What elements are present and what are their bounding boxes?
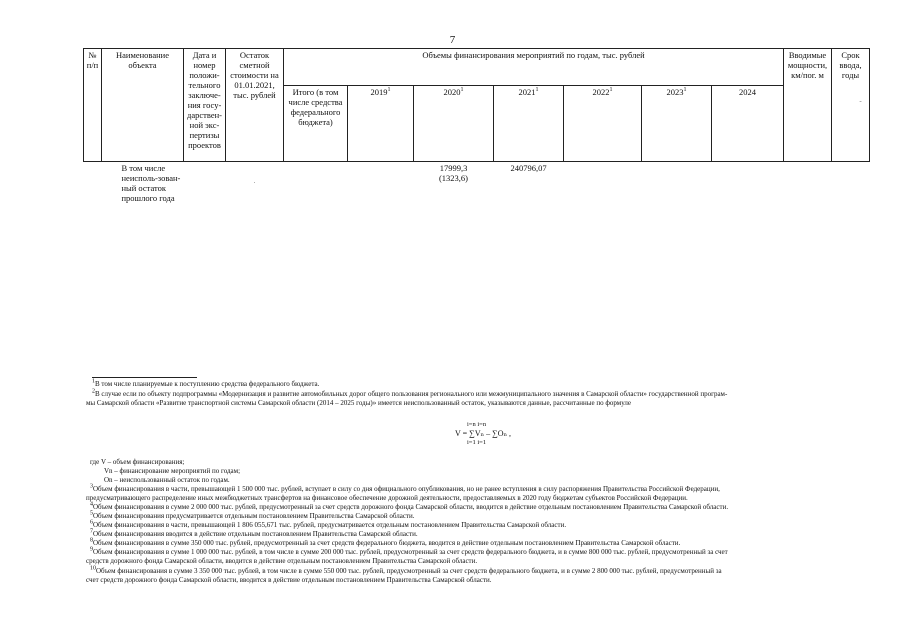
formula-body: V = ∑Vₙ – ∑Oₙ , bbox=[455, 429, 512, 438]
year-label: 2024 bbox=[739, 87, 756, 97]
footnote-mark: 5 bbox=[90, 510, 93, 517]
value-2020-federal: (1323,6) bbox=[438, 173, 469, 183]
header-year-2021 bbox=[494, 86, 564, 162]
footnote-3-cont: предусматривающего распределение иных межбюджетных трансфертов на финансовое обеспечение дорожной деятельности, предоставляемых в 2020 году бюджетам субъектов Российской Федерации. bbox=[86, 494, 688, 502]
footnote-mark: 10 bbox=[90, 565, 96, 572]
stray-mark: - bbox=[859, 97, 862, 105]
page-number: 7 bbox=[449, 34, 456, 46]
footnote-9-cont: средств дорожного фонда Самарской области, вводится в действие отдельным постановлением Правительства Самарской области. bbox=[86, 557, 478, 565]
footnote-text: Объем финансирования в сумме 1 000 000 тыс. рублей, в том числе в сумме 200 000 тыс. рублей, предусмотренный за счет средств федерального бюджета, и в сумме 800 000 тыс. рублей, предусмотренный за счет bbox=[93, 548, 728, 556]
footnote-ref: 1 bbox=[387, 87, 391, 94]
value-2021: 240796,07 bbox=[510, 163, 547, 173]
row-date bbox=[184, 162, 226, 210]
header-name: Наименование объекта bbox=[102, 49, 184, 162]
where-v: где V – объем финансирования; bbox=[90, 458, 185, 466]
header-year-2020 bbox=[414, 86, 494, 162]
value-2020: 17999,3 bbox=[439, 163, 468, 173]
row-2024 bbox=[712, 162, 784, 210]
footnote-ref: 1 bbox=[460, 87, 464, 94]
footnote-text: Объем финансирования в сумме 3 350 000 тыс. рублей, в том числе в сумме 550 000 тыс. рублей, предусмотренный за счет средств федерального бюджета, и в сумме 2 800 000 тыс. рублей, предусмотренный за bbox=[96, 567, 722, 575]
header-capacity: Вводимые мощности, км/пог. м bbox=[784, 49, 832, 162]
year-label: 2023 bbox=[666, 87, 684, 97]
row-2020 bbox=[414, 162, 494, 210]
row-num bbox=[84, 162, 102, 210]
row-total bbox=[284, 162, 348, 210]
row-capacity bbox=[784, 162, 832, 210]
footnote-separator bbox=[92, 377, 197, 378]
footnote-text: Объем финансирования в сумме 350 000 тыс. рублей, предусмотренный за счет средств федерального бюджета, вводится в действие отдельным постановлением Правительства Самарской области. bbox=[93, 539, 681, 547]
year-label: 2022 bbox=[592, 87, 610, 97]
footnote-ref: 1 bbox=[609, 87, 613, 94]
header-year-2024 bbox=[712, 86, 784, 162]
header-year-2019 bbox=[348, 86, 414, 162]
header-total: Итого (в том числе средства федерального бюджета) bbox=[284, 86, 348, 162]
header-date: Дата и номер положи-тельного заключе-ния госу-дарствен-ной экс-пертизы проектов bbox=[184, 49, 226, 162]
footnote-2 bbox=[92, 390, 727, 399]
header-funding: Объемы финансирования мероприятий по годам, тыс. рублей bbox=[284, 49, 784, 86]
header-term-text: Срок ввода, годы bbox=[839, 50, 862, 80]
footnote-6 bbox=[90, 521, 566, 530]
where-on: On – неиспользованный остаток по годам. bbox=[104, 476, 230, 484]
row-term bbox=[832, 162, 870, 210]
formula-upper-limits: i=n i=n bbox=[467, 421, 487, 428]
row-balance bbox=[226, 162, 284, 210]
header-year-2023 bbox=[642, 86, 712, 162]
header-balance: Остаток сметной стоимости на 01.01.2021, тыс. рублей bbox=[226, 49, 284, 162]
footnote-5 bbox=[90, 512, 414, 521]
year-label: 2020 bbox=[443, 87, 461, 97]
stray-mark: . bbox=[253, 177, 256, 185]
footnote-2-cont: мы Самарской области «Развитие транспортной системы Самарской области (2014 – 2025 годы)» имеется неиспользованный остаток, указываются данные, рассчитанные по формуле bbox=[86, 399, 632, 407]
footnote-mark: 2 bbox=[92, 388, 95, 395]
footnote-9 bbox=[90, 548, 728, 557]
year-label: 2021 bbox=[518, 87, 536, 97]
footnote-ref: 1 bbox=[683, 87, 687, 94]
header-term bbox=[832, 49, 870, 162]
where-vn: Vn – финансирование мероприятий по годам; bbox=[104, 467, 241, 475]
footnote-1 bbox=[92, 380, 319, 389]
row-2021 bbox=[494, 162, 564, 210]
footnote-text: Объем финансирования предусматривается отдельным постановлением Правительства Самарской области. bbox=[93, 512, 415, 520]
header-num: № п/п bbox=[84, 49, 102, 162]
footnote-4 bbox=[90, 503, 728, 512]
funding-table bbox=[83, 48, 870, 210]
footnote-8 bbox=[90, 539, 680, 548]
footnote-3 bbox=[90, 485, 720, 494]
footnote-text: В том числе планируемые к поступлению средства федерального бюджета. bbox=[95, 380, 320, 388]
row-2022 bbox=[564, 162, 642, 210]
row-2019 bbox=[348, 162, 414, 210]
row-2023 bbox=[642, 162, 712, 210]
footnote-text: Объем финансирования в части, превышающей 1 500 000 тыс. рублей, вступает в силу со дня официального опубликования, но не ранее вступления в силу распоряжения Правительства Российской Федерации, bbox=[93, 485, 720, 493]
footnote-mark: 9 bbox=[90, 546, 93, 553]
footnote-ref: 1 bbox=[535, 87, 539, 94]
header-year-2022 bbox=[564, 86, 642, 162]
footnote-mark: 7 bbox=[90, 528, 93, 535]
year-label: 2019 bbox=[370, 87, 388, 97]
footnote-text: Объем финансирования вводится в действие отдельным постановлением Правительства Самарской области. bbox=[93, 530, 418, 538]
footnote-mark: 6 bbox=[90, 519, 93, 526]
footnote-mark: 4 bbox=[90, 501, 93, 508]
footnote-7 bbox=[90, 530, 418, 539]
formula-lower-limits: i=1 i=1 bbox=[467, 439, 487, 446]
footnote-10 bbox=[90, 567, 722, 576]
footnote-text: В случае если по объекту подпрограммы «Модернизация и развитие автомобильных дорог общего пользования регионального или межмуниципального значения в Самарской области» государственной програм- bbox=[95, 390, 728, 398]
footnote-10-cont: счет средств дорожного фонда Самарской области, вводится в действие отдельным постановлением Правительства Самарской области. bbox=[86, 576, 492, 584]
footnote-mark: 1 bbox=[92, 378, 95, 385]
row-name: В том числе неисполь-зован-ный остаток прошлого года bbox=[121, 163, 181, 203]
footnote-text: Объем финансирования в сумме 2 000 000 тыс. рублей, предусмотренный за счет средств дорожного фонда Самарской области, вводится в действие отдельным постановлением Правительства Самарской области. bbox=[93, 503, 729, 511]
formula bbox=[455, 420, 511, 447]
footnote-mark: 3 bbox=[90, 483, 93, 490]
footnote-mark: 8 bbox=[90, 537, 93, 544]
footnote-text: Объем финансирования в части, превышающей 1 806 055,671 тыс. рублей, предусматривается отдельным постановлением Правительства Самарской области. bbox=[93, 521, 567, 529]
